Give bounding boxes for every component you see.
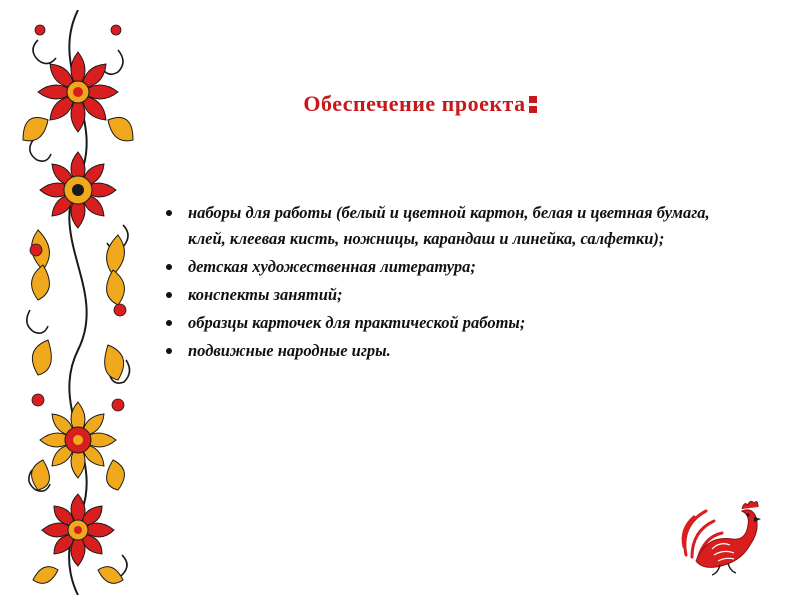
list-item-text: конспекты занятий;	[188, 285, 343, 304]
list-item	[160, 282, 740, 308]
title-colon-mark	[528, 96, 537, 113]
list-item-text: детская художественная литература;	[188, 257, 476, 276]
bullet-icon	[166, 348, 172, 354]
list-item	[160, 338, 740, 364]
bullet-list	[160, 200, 740, 366]
bullet-icon	[166, 320, 172, 326]
bullet-icon	[166, 292, 172, 298]
slide-title	[180, 91, 660, 117]
bullet-icon	[166, 264, 172, 270]
khokhloma-ornament-icon	[18, 10, 138, 595]
list-item-text: наборы для работы (белый и цветной картон, белая и цветная бумага, клей, клеевая кисть, ножницы, карандаш и линейка, салфетки);	[188, 203, 710, 248]
list-item-text: образцы карточек для практической работы;	[188, 313, 526, 332]
list-item	[160, 200, 740, 252]
list-item	[160, 310, 740, 336]
bullet-icon	[166, 210, 172, 216]
list-item	[160, 254, 740, 280]
rooster-icon	[676, 495, 762, 579]
list-item-text: подвижные народные игры.	[188, 341, 391, 360]
slide-title-text: Обеспечение проекта	[303, 91, 526, 116]
